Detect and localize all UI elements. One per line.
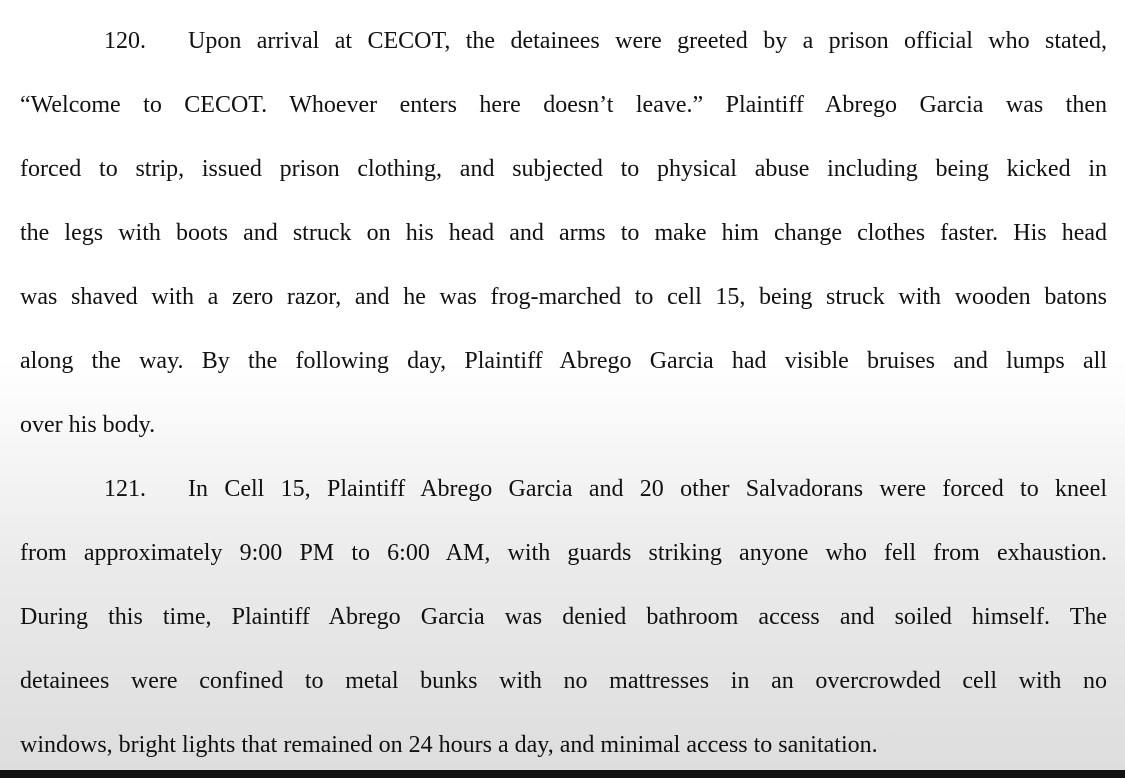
paragraph-120-line-1 <box>104 24 1107 58</box>
paragraph-120-line-5: was shaved with a zero razor, and he was frog-marched to cell 15, being struck with wooden batons <box>20 284 1107 310</box>
paragraph-120-line-3: forced to strip, issued prison clothing, and subjected to physical abuse including being kicked in <box>20 156 1107 182</box>
paragraph-120-line-6: along the way. By the following day, Plaintiff Abrego Garcia had visible bruises and lumps all <box>20 348 1107 374</box>
paragraph-120-line-1-text: Upon arrival at CECOT, the detainees were greeted by a prison official who stated, <box>188 28 1107 54</box>
paragraph-number-120: 120. <box>104 28 146 54</box>
paragraph-120-line-4: the legs with boots and struck on his head and arms to make him change clothes faster. His head <box>20 220 1107 246</box>
paragraph-121-line-3: During this time, Plaintiff Abrego Garcia was denied bathroom access and soiled himself. The <box>20 604 1107 630</box>
paragraph-121-line-2: from approximately 9:00 PM to 6:00 AM, with guards striking anyone who fell from exhaustion. <box>20 540 1107 566</box>
paragraph-121-line-1 <box>104 472 1107 506</box>
paragraph-120-line-7: over his body. <box>20 412 156 438</box>
paragraph-121-line-1-text: In Cell 15, Plaintiff Abrego Garcia and 20 other Salvadorans were forced to kneel <box>188 476 1107 502</box>
bottom-edge-bar <box>0 770 1125 778</box>
paragraph-120-line-2: “Welcome to CECOT. Whoever enters here doesn’t leave.” Plaintiff Abrego Garcia was then <box>20 92 1107 118</box>
paragraph-number-121: 121. <box>104 476 146 502</box>
paragraph-121-line-4: detainees were confined to metal bunks with no mattresses in an overcrowded cell with no <box>20 668 1107 694</box>
paragraph-121-line-5: windows, bright lights that remained on 24 hours a day, and minimal access to sanitation. <box>20 732 878 758</box>
